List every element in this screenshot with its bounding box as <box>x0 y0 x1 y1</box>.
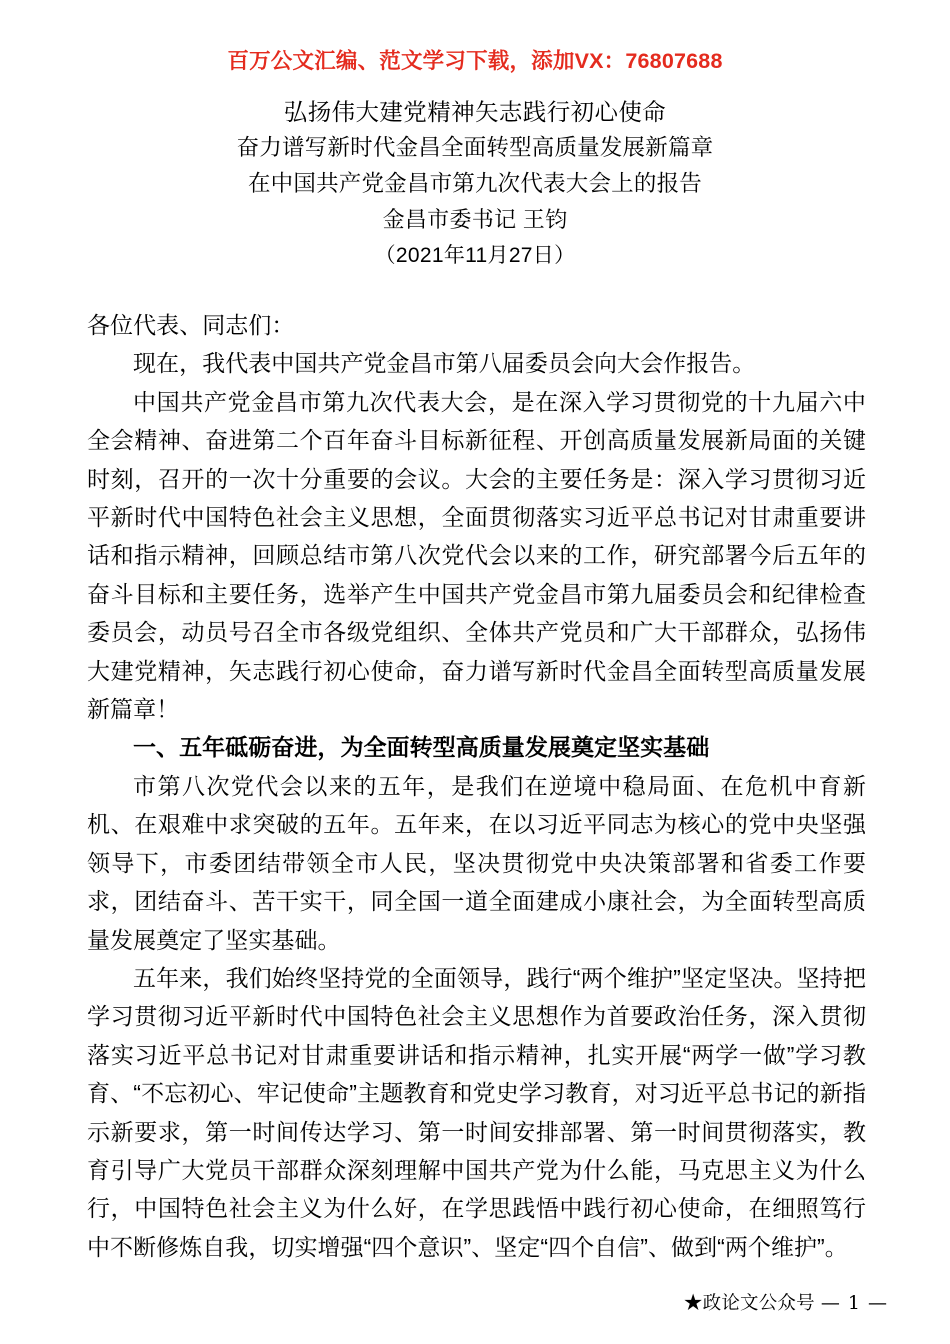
body-paragraph: 中国共产党金昌市第九次代表大会，是在深入学习贯彻党的十九届六中全会精神、奋进第二个百年奋斗目标新征程、开创高质量发展新局面的关键时刻，召开的一次十分重要的会议。大会的主要任务是：深入学习贯彻习近平新时代中国特色社会主义思想，全面贯彻落实习近平总书记对甘肃重要讲话和指示精神，回顾总结市第八次党代会以来的工作，研究部署今后五年的奋斗目标和主要任务，选举产生中国共产党金昌市第九届委员会和纪律检查委员会，动员号召全市各级党组织、全体共产党员和广大干部群众，弘扬伟大建党精神，矢志践行初心使命，奋力谱写新时代金昌全面转型高质量发展新篇章！ <box>87 388 866 723</box>
page-number: — 1 — <box>820 1292 888 1314</box>
title-line-2: 奋力谱写新时代金昌全面转型高质量发展新篇章 <box>236 135 714 160</box>
footer-brand-label: ★政论文公众号 <box>683 1293 815 1314</box>
promo-banner-text: 百万公文汇编、范文学习下载，添加VX：76807688 <box>227 49 723 73</box>
page-footer <box>0 1288 950 1318</box>
title-date-line: （2021年11月27日） <box>374 244 576 267</box>
body-paragraph: 市第八次党代会以来的五年，是我们在逆境中稳局面、在危机中育新机、在艰难中求突破的五年。五年来，在以习近平同志为核心的党中央坚强领导下，市委团结带领全市人民，坚决贯彻党中央决策部署和省委工作要求，团结奋斗、苦干实干，同全国一道全面建成小康社会，为全面转型高质量发展奠定了坚实基础。 <box>87 772 866 953</box>
document-title-block <box>0 94 950 274</box>
title-line-3: 在中国共产党金昌市第九次代表大会上的报告 <box>247 171 702 196</box>
salutation: 各位代表、同志们： <box>87 312 295 338</box>
body-paragraph: 五年来，我们始终坚持党的全面领导，践行“两个维护”坚定坚决。坚持把学习贯彻习近平新时代中国特色社会主义思想作为首要政治任务，深入贯彻落实习近平总书记对甘肃重要讲话和指示精神，扎实开展“两学一做”学习教育、“不忘初心、牢记使命”主题教育和党史学习教育，对习近平总书记的新指示新要求，第一时间传达学习、第一时间安排部署、第一时间贯彻落实，教育引导广大党员干部群众深刻理解中国共产党为什么能，马克思主义为什么行，中国特色社会主义为什么好，在学思践悟中践行初心使命，在细照笃行中不断修炼自我，切实增强“四个意识”、坚定“四个自信”、做到“两个维护”。 <box>87 964 866 1260</box>
title-author-line: 金昌市委书记 王钧 <box>382 207 568 232</box>
footer-inner <box>684 1288 888 1319</box>
title-line-1: 弘扬伟大建党精神矢志践行初心使命 <box>283 99 667 125</box>
document-body <box>87 306 866 1266</box>
body-paragraph-list <box>87 344 866 1266</box>
section-heading: 一、五年砥砺奋进，为全面转型高质量发展奠定坚实基础 <box>133 734 710 761</box>
body-paragraph: 现在，我代表中国共产党金昌市第八届委员会向大会作报告。 <box>133 350 756 377</box>
